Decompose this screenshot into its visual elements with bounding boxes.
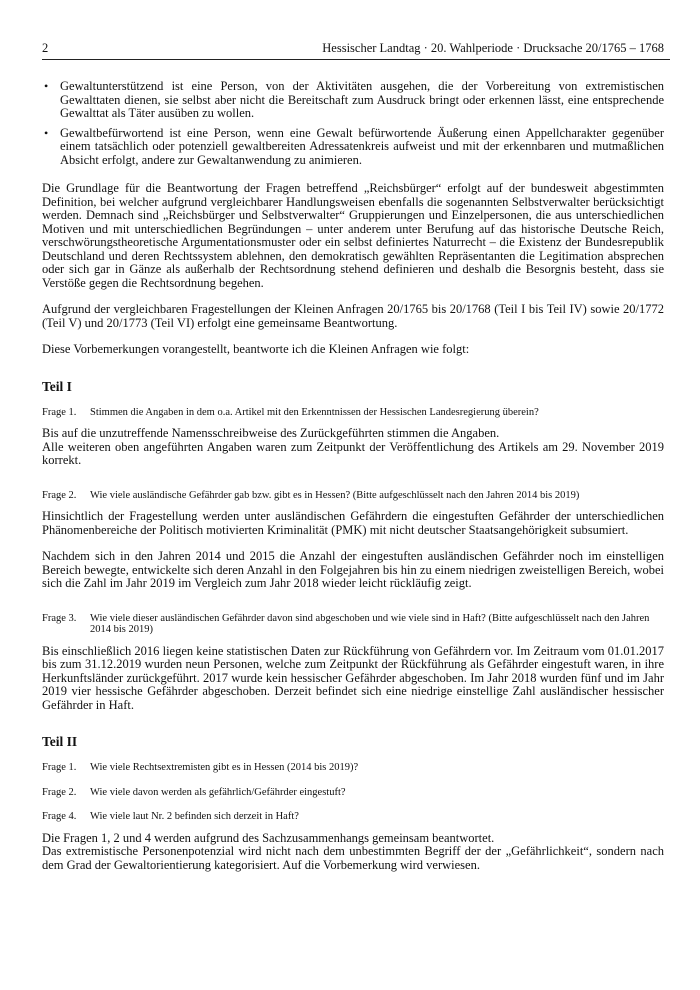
document-body xyxy=(42,80,664,872)
question-label: Frage 1. xyxy=(42,406,77,418)
question-label: Frage 4. xyxy=(42,811,77,822)
question-text: Wie viele ausländische Gefährder gab bzw. gibt es in Hessen? (Bitte aufgeschlüsselt nach den Jahren 2014 bis 2019) xyxy=(90,489,580,501)
question-3 xyxy=(42,613,664,636)
bullet-icon: • xyxy=(44,125,49,140)
answer-paragraph: Hinsichtlich der Fragestellung werden unter ausländischen Gefährdern die eingestuften Gefährder der unterschiedlichen Phänomenbereiche der Politisch motivierten Kriminalität (PMK) mit nicht deutscher Staatsangehörigkeit subsumiert. xyxy=(42,509,664,537)
publication-info: Hessischer Landtag · 20. Wahlperiode · Drucksache 20/1765 – 1768 xyxy=(322,41,664,55)
question-label: Frage 1. xyxy=(42,762,77,773)
question-2 xyxy=(42,490,664,502)
answer-paragraph: Alle weiteren oben angeführten Angaben waren zum Zeitpunkt der Veröffentlichung des Artikels am 29. November 2019 korrekt. xyxy=(42,439,664,467)
page-number: 2 xyxy=(42,41,49,55)
answer-paragraph: Nachdem sich in den Jahren 2014 und 2015 die Anzahl der eingestuften ausländischen Gefährder noch im einstelligen Bereich bewegte, entwickelte sich deren Anzahl in den Folgejahren bis hin zu einem niedrigen zweistelligen Bereich, wobei sich die Zahl im Jahr 2019 im Vergleich zum Jahr 2018 wieder leicht rückläufig zeigt. xyxy=(42,549,664,590)
paragraph-vorbemerkung: Diese Vorbemerkungen vorangestellt, beantworte ich die Kleinen Anfragen wie folgt: xyxy=(42,342,470,356)
question-text: Stimmen die Angaben in dem o.a. Artikel mit den Erkenntnissen der Hessischen Landesregierung überein? xyxy=(90,406,539,418)
question-teil2-2 xyxy=(42,787,664,799)
question-text: Wie viele dieser ausländischen Gefährder davon sind abgeschoben und wie viele sind in Haft? (Bitte aufgeschlüsselt nach den Jahren 2014 bis 2019) xyxy=(90,612,650,635)
list-item xyxy=(42,127,664,168)
header-divider xyxy=(42,59,670,60)
answer-paragraph: Die Fragen 1, 2 und 4 werden aufgrund des Sachzusammenhangs gemeinsam beantwortet. xyxy=(42,830,495,845)
question-label: Frage 2. xyxy=(42,786,77,798)
question-text: Wie viele davon werden als gefährlich/Gefährder eingestuft? xyxy=(90,786,346,798)
question-label: Frage 3. xyxy=(42,612,77,624)
answer-paragraph: Das extremistische Personenpotenzial wird nicht nach dem unbestimmten Begriff der der „Gefährlichkeit“, sondern nach dem Grad der Gewaltorientierung kategorisiert. Auf die Vorbemerkung wird verwiesen. xyxy=(42,844,664,872)
section-heading-teil-1: Teil I xyxy=(42,378,72,394)
list-item xyxy=(42,80,664,121)
question-label: Frage 2. xyxy=(42,489,77,501)
definition-gewaltunterstuetzend: Gewaltunterstützend ist eine Person, von der Aktivitäten ausgehen, die der Vorbereitung von extremistischen Gewalttaten dienen, sie selbst aber nicht die Bereitschaft zum Ausdruck bringt oder erkennen lässt, eine entsprechende Gewalttat als Täter ausüben zu wollen. xyxy=(60,79,664,120)
paragraph-gemeinsame-antwort: Aufgrund der vergleichbaren Fragestellungen der Kleinen Anfragen 20/1765 bis 20/1768 (Teil I bis Teil IV) sowie 20/1772 (Teil V) und 20/1773 (Teil VI) erfolgt eine gemeinsame Beantwortung. xyxy=(42,302,664,330)
question-1 xyxy=(42,407,664,419)
question-text: Wie viele Rechtsextremisten gibt es in Hessen (2014 bis 2019)? xyxy=(90,762,359,773)
paragraph-reichsbuerger: Die Grundlage für die Beantwortung der Fragen betreffend „Reichsbürger“ erfolgt auf der bundesweit abgestimmten Definition, bei welcher aufgrund vergleichbarer Handlungsweisen ebenfalls die sogenannten Selbstverwalter berücksichtigt werden. Demnach sind „Reichsbürger und Selbstverwalter“ Gruppierungen und Einzelpersonen, die aus unterschiedlichen Motiven und mit unterschiedlichen Begründungen – unter anderem unter Berufung auf das historische Deutsche Reich, verschwörungstheoretische Argumentationsmuster oder ein selbst definiertes Naturrecht – die Existenz der Bundesrepublik Deutschland und deren Rechtssystem ablehnen, den demokratisch gewählten Repräsentanten die Legitimation absprechen oder sich gar in Gänze als außerhalb der Rechtsordnung stehend definieren und deshalb die Besorgnis besteht, dass sie Verstöße gegen die Rechtsordnung begehen. xyxy=(42,181,664,290)
question-teil2-1 xyxy=(42,762,664,774)
question-text: Wie viele laut Nr. 2 befinden sich derzeit in Haft? xyxy=(90,811,299,822)
answer-paragraph: Bis einschließlich 2016 liegen keine statistischen Daten zur Rückführung von Gefährdern vor. Im Zeitraum vom 01.01.2017 bis zum 31.12.2019 wurden neun Personen, welche zum Zeitpunkt der Rückführung als Gefährder eingestuft waren, in ihre Herkunftsländer zurückgeführt. 2017 wurde kein hessischer Gefährder abgeschoben. Im Jahr 2018 wurden fünf und im Jahr 2019 vier hessische Gefährder abgeschoben. Derzeit befindet sich eine niedrige einstellige Zahl ausländischer hessischer Gefährder in Haft. xyxy=(42,643,664,712)
section-heading-teil-2: Teil II xyxy=(42,734,78,749)
definition-list xyxy=(42,80,664,167)
answer-paragraph: Bis auf die unzutreffende Namensschreibweise des Zurückgeführten stimmen die Angaben. xyxy=(42,426,500,440)
page-header xyxy=(42,40,664,56)
definition-gewaltbefuerwortend: Gewaltbefürwortend ist eine Person, wenn eine Gewalt befürwortende Äußerung einen Appellcharakter gegenüber einem tatsächlich oder potenziell gewaltbereiten Adressatenkreis aufweist und mit der erkennbaren und mutmaßlichen Absicht erfolgt, andere zur Gewaltanwendung zu animieren. xyxy=(60,125,664,167)
bullet-icon: • xyxy=(44,79,49,93)
question-teil2-4 xyxy=(42,811,664,823)
